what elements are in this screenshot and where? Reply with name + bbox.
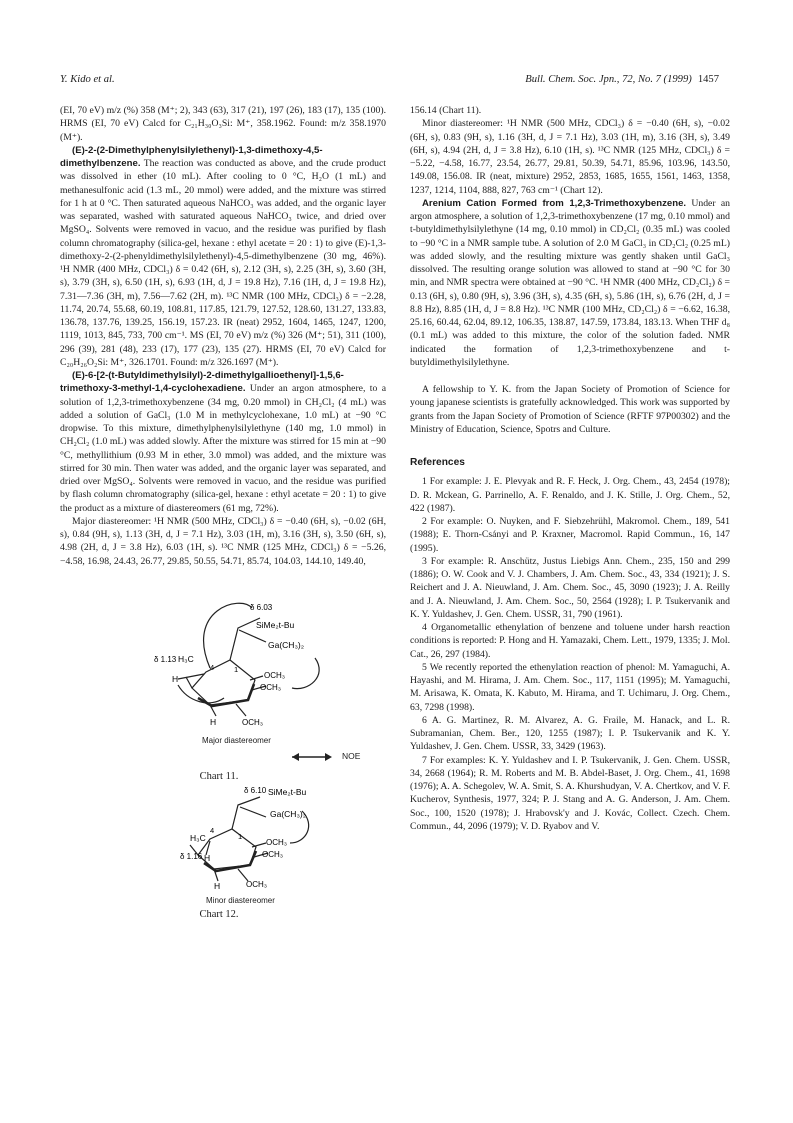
structure-minor-diastereomer <box>60 785 386 889</box>
h3c-label: H₃C <box>190 833 206 844</box>
paragraph-minor-diastereomer: Minor diastereomer: ¹H NMR (500 MHz, CDCl₃) δ = −0.40 (6H, s), −0.02 (6H, s), 0.83 (9H, s), 1.16 (3H, d, J = 7.1 Hz), 3.03 (1H, m), 3.16 (3H, s), 3.49 (6H, s), 4.94 (2H, d, J = 3.8 Hz), 6.10 (1H, s). ¹³C NMR (125 MHz, CDCl₃) δ = −5.22, −4.58, 16.77, 23.54, 26.77, 29.81, 50.39, 54.71, 85.96, 103.96, 143.50, 149.08, 156.08. IR (neat, mixture) 2952, 2853, 1685, 1655, 1561, 1463, 1358, 1237, 1214, 1104, 888, 827, 763 cm⁻¹ (Chart 12). <box>410 118 730 196</box>
chart-12-caption: Chart 12. <box>199 908 239 920</box>
si-group-label: SiMe₂t-Bu <box>256 619 295 630</box>
si-group-label: SiMe₂t-Bu <box>268 787 307 798</box>
paragraph-chart-11-end: 156.14 (Chart 11). <box>410 105 482 116</box>
compound-heading: (E)-6-[2-(t-Butyldimethylsilyl)-2-dimethylgallioethenyl]-1,5,6-trimethoxy-3-methyl-1,4-cyclohexadiene. <box>60 370 344 395</box>
chart-12-labels <box>60 894 386 906</box>
h-bottom-label: H <box>210 716 217 727</box>
chart-12 <box>60 785 386 921</box>
noe-arrow-icon <box>290 752 338 762</box>
shift-top-label: δ 6.10 <box>244 786 267 796</box>
h3c-label: H₃C <box>178 653 194 664</box>
paragraph-body: The reaction was conducted as above, and the crude product was dissolved in ether (10 mL). After cooling to 0 °C, H₂O (1 mL) and methanesulfonic acid (1.3 mL, 20 mmol) were added, and the mixture was stirred for 1 h at 0 °C. Then saturated aqueous NaHCO₃ was added, and the organic layer was separated, washed with saturated aqueous NaHCO₃ twice, and dried over MgSO₄. Solvents were removed in vacuo, and the residue was purified by flash column chromatography (silica-gel, hexane : ethyl acetate = 20 : 1) to give (E)-1,3-dimethoxy-2-(2-phenyldimethylsilylethenyl)-4,5-dimethylbenzene (30 mg, 46%). ¹H NMR (400 MHz, CDCl₃) δ = 0.42 (6H, s), 2.12 (3H, s), 2.25 (3H, s), 3.60 (3H, s), 3.79 (3H, s), 6.50 (1H, s), 6.93 (1H, d, J = 19.8 Hz), 7.16 (1H, d, J = 19.8 Hz), 7.31—7.36 (3H, m), 7.56—7.62 (2H, m). ¹³C NMR (100 MHz, CDCl₃) δ = −2.28, 11.74, 20.74, 55.68, 60.19, 108.81, 117.85, 121.79, 127.52, 128.60, 131.27, 133.83, 136.78, 137.76, 139.25, 156.19, 157.23. IR (neat) 2952, 1604, 1465, 1247, 1200, 1119, 1013, 845, 733, 700 cm⁻¹. MS (EI, 70 eV) m/z (%) 326 (M⁺; 51), 311 (100), 296 (39), 281 (48), 233 (17), 177 (23), 135 (27). HRMS (EI, 70 eV) Calcd for C₂₀H₂₆O₂Si: M⁺, 326.1701. Found: m/z 326.1697 (M⁺). <box>60 158 386 368</box>
h-bottom-label: H <box>214 881 221 890</box>
minor-diastereomer-label: Minor diastereomer <box>206 895 275 905</box>
major-diastereomer-label: Major diastereomer <box>202 736 271 745</box>
paragraph-body: Under an argon atmosphere, a solution of 1,2,3-trimethoxybenzene (17 mg, 0.10 mmol) and t-butyldimethylsilylethyne (14 mg, 0.10 mmol) in CD₂Cl₂ (0.35 mL) was cooled to −90 °C in a NMR sample tube. A solution of 2.0 M GaCl₃ in CD₂Cl₂ (0.25 mL) was added slowly, and the resulting mixture was gently shaken until GaCl₃ dissolved. The resulting orange solution was allowed to stand at −90 °C for 30 min, and NMR spectra were obtained at −90 °C. ¹H NMR (400 MHz, CD₂Cl₂) δ = 0.13 (6H, s), 0.80 (9H, s), 3.96 (3H, s), 4.35 (6H, s), 5.86 (1H, s), 6.76 (2H, d, J = 8.8 Hz), 8.85 (1H, d, J = 8.8 Hz). ¹³C NMR (100 MHz, CD₂Cl₂) δ = −6.62, 16.38, 25.16, 60.44, 62.04, 89.12, 106.35, 138.87, 147.59, 173.84, 183.13. When THF d₈ (0.1 mL) was added to this mixture, the color of the solution faded. NMR indicated the formation of 1,2,3-trimethoxybenzene and t-butyldimethylsilylethyne. <box>410 197 730 368</box>
chart-11-caption: Chart 11. <box>199 771 239 782</box>
ome-b-label: OCH₃ <box>262 850 284 860</box>
ome-a-label: OCH₃ <box>264 670 286 680</box>
reference-item: 3 For example: R. Anschütz, Justus Liebigs Ann. Chem., 235, 150 and 299 (1886); O. W. Cook and V. J. Chambers, J. Am. Chem. Soc., 43, 334 (1921); J. S. Reichert and J. A. Nieuwland, J. Am. Chem. Soc., 45, 3090 (1923); J. A. Reilly and J. A. Nieuwland, J. Am. Chem. Soc., 50, 2564 (1928); I. P. Tsukervanik and K. Y. Yuldashev, J. Gen. Chem. USSR, 31, 790 (1961). <box>410 555 730 620</box>
left-column <box>60 104 386 921</box>
reference-item: 4 Organometallic ethenylation of benzene and toluene under harsh reaction conditions is reported: P. Hong and H. Yamazaki, Chem. Lett., 1979, 1335; J. Mol. Cat., 26, 297 (1984). <box>410 622 730 660</box>
h-top-label: H <box>204 853 211 864</box>
reference-item: 7 For examples: K. Y. Yuldashev and I. P. Tsukervanik, J. Gen. Chem. USSR, 34, 2668 (1964); R. M. Roberts and M. B. Abdel-Baset, J. Org. Chem., 41, 1698 (1976); A. A. Schegolev, W. A. Smit, S. A. Khurshudyan, V. A. Chertkov, and V. F. Kucherov, Synthesis, 1977, 324; P. J. Stang and A. G. Anderson, J. Am. Chem. Soc., 100, 1520 (1978); J. Hrabovsk'y and J. Kovác, Collect. Czech. Chem. Commun., 44, 2096 (1979); V. D. Ryabov and V. <box>410 754 730 832</box>
chart-11 <box>60 580 386 784</box>
reference-item: 5 We recently reported the ethenylation reaction of phenol: M. Yamaguchi, A. Hayashi, and M. Hirama, J. Am. Chem. Soc., 117, 1151 (1995); M. Yamaguchi, M. Arisawa, K. Omata, K. Kabuto, M. Hirama, and T. Uchimaru, J. Org. Chem., 63, 7298 (1998). <box>410 661 730 713</box>
compound-heading: (E)-2-(2-Dimethylphenylsilylethenyl)-1,3-dimethoxy-4,5-dimethylbenzene. <box>60 144 323 169</box>
position-1-label: 1 <box>234 664 239 674</box>
references-heading: References <box>410 457 465 468</box>
acknowledgement: A fellowship to Y. K. from the Japan Society of Promotion of Science for young japanese scientists is gratefully acknowledged. This work was supported by grants from the Japan Society of Promotion of Science (RFTF 97P00302) and the Ministry of Education, Science, Spotrs and Culture. <box>410 384 730 435</box>
position-4-label: 4 <box>210 662 215 672</box>
running-head-journal <box>525 74 719 85</box>
shift-left-label: δ 1.13 <box>154 654 177 664</box>
chart-11-labels <box>60 734 386 768</box>
h-top-label: H <box>172 673 179 684</box>
ga-group-label: Ga(CH₃)₂ <box>268 639 305 650</box>
paragraph-arenium-cation <box>410 197 730 369</box>
reference-item: 2 For example: O. Nuyken, and F. Siebzehrühl, Makromol. Chem., 189, 541 (1988); E. Thorn-Csányi and P. Kraxner, Macromol. Rapid Commun., 16, 147 (1995). <box>410 516 730 554</box>
ome-c-label: OCH₃ <box>242 717 264 727</box>
structure-major-diastereomer <box>60 580 386 730</box>
section-heading: Arenium Cation Formed from 1,2,3-Trimethoxybenzene. <box>422 197 687 209</box>
reference-item: 1 For example: J. E. Plevyak and R. F. Heck, J. Org. Chem., 43, 2454 (1978); D. R. Mckean, G. Parrinello, A. F. Renaldo, and J. K. Stille, J. Org. Chem., 52, 422 (1987). <box>410 476 730 514</box>
ga-group-label: Ga(CH₃)₂ <box>270 809 307 820</box>
position-1-label: 1 <box>238 832 243 842</box>
paragraph-dimethylbenzene <box>60 144 386 369</box>
running-head-authors: Y. Kido et al. <box>60 74 115 85</box>
ome-b-label: OCH₃ <box>260 682 282 692</box>
paragraph-body: Under an argon atmosphere, to a solution of 1,2,3-trimethoxybenzene (34 mg, 0.20 mmol) in CH₂Cl₂ (4 mL) was added a solution of GaCl₃ (1.0 M in methylcyclohexane, 1.0 mL) at −90 °C dropwise. To this mixture, dimethylphenylsilylethyne (140 mg, 1.0 mmol) in CH₂Cl₂ (1.0 mL) was added slowly. After the mixture was stirred for 15 min at −90 °C, methyllithium (0.93 M in ether, 3.0 mmol) was added, and the mixture was stirred for 30 min. Then water was added, and the organic layer was separated, and dried over MgSO₄. Solvents were removed in vacuo, and the residue was purified by flash column chromatography (silica-gel, hexane : ethyl acetate = 20 : 1) to give the product as a mixture of diastereomers (61 mg, 72%). <box>60 383 386 514</box>
page-number: 1457 <box>697 74 719 85</box>
position-4-label: 4 <box>210 826 215 836</box>
noe-label: NOE <box>342 751 361 761</box>
shift-left-label: δ 1.16 <box>180 852 203 862</box>
paragraph-ms-data: (EI, 70 eV) m/z (%) 358 (M⁺; 2), 343 (63), 317 (21), 197 (26), 183 (17), 135 (100). HRMS (EI, 70 eV) Calcd for C₂₁H₃₀O₃Si: M⁺, 358.1962. Found: m/z 358.1970 (M⁺). <box>60 105 386 143</box>
journal-citation: Bull. Chem. Soc. Jpn., 72, No. 7 (1999) <box>525 74 692 85</box>
shift-top-label: δ 6.03 <box>250 602 273 612</box>
ome-a-label: OCH₃ <box>266 838 288 848</box>
right-column <box>410 104 730 833</box>
reference-item: 6 A. G. Martinez, R. M. Alvarez, A. G. Fraile, M. Hanack, and L. R. Subramanian, Chem. Ber., 120, 1255 (1987); I. P. Tsukervanik and K. Y. Yuldashev, J. Gen. Chem. USSR, 33, 3429 (1963). <box>410 714 730 753</box>
ome-c-label: OCH₃ <box>246 880 268 890</box>
paragraph-major-diastereomer: Major diastereomer: ¹H NMR (500 MHz, CDCl₃) δ = −0.40 (6H, s), −0.02 (6H, s), 0.84 (9H, s), 1.13 (3H, d, J = 7.1 Hz), 3.03 (1H, m), 3.16 (3H, s), 3.50 (6H, s), 4.98 (2H, d, J = 3.8 Hz), 6.03 (1H, s). ¹³C NMR (125 MHz, CDCl₃) δ = −5.26, −4.58, 16.98, 24.43, 26.77, 29.85, 50.55, 54.71, 85.74, 104.03, 144.10, 149.40, <box>60 515 386 567</box>
paragraph-cyclohexadiene <box>60 369 386 515</box>
